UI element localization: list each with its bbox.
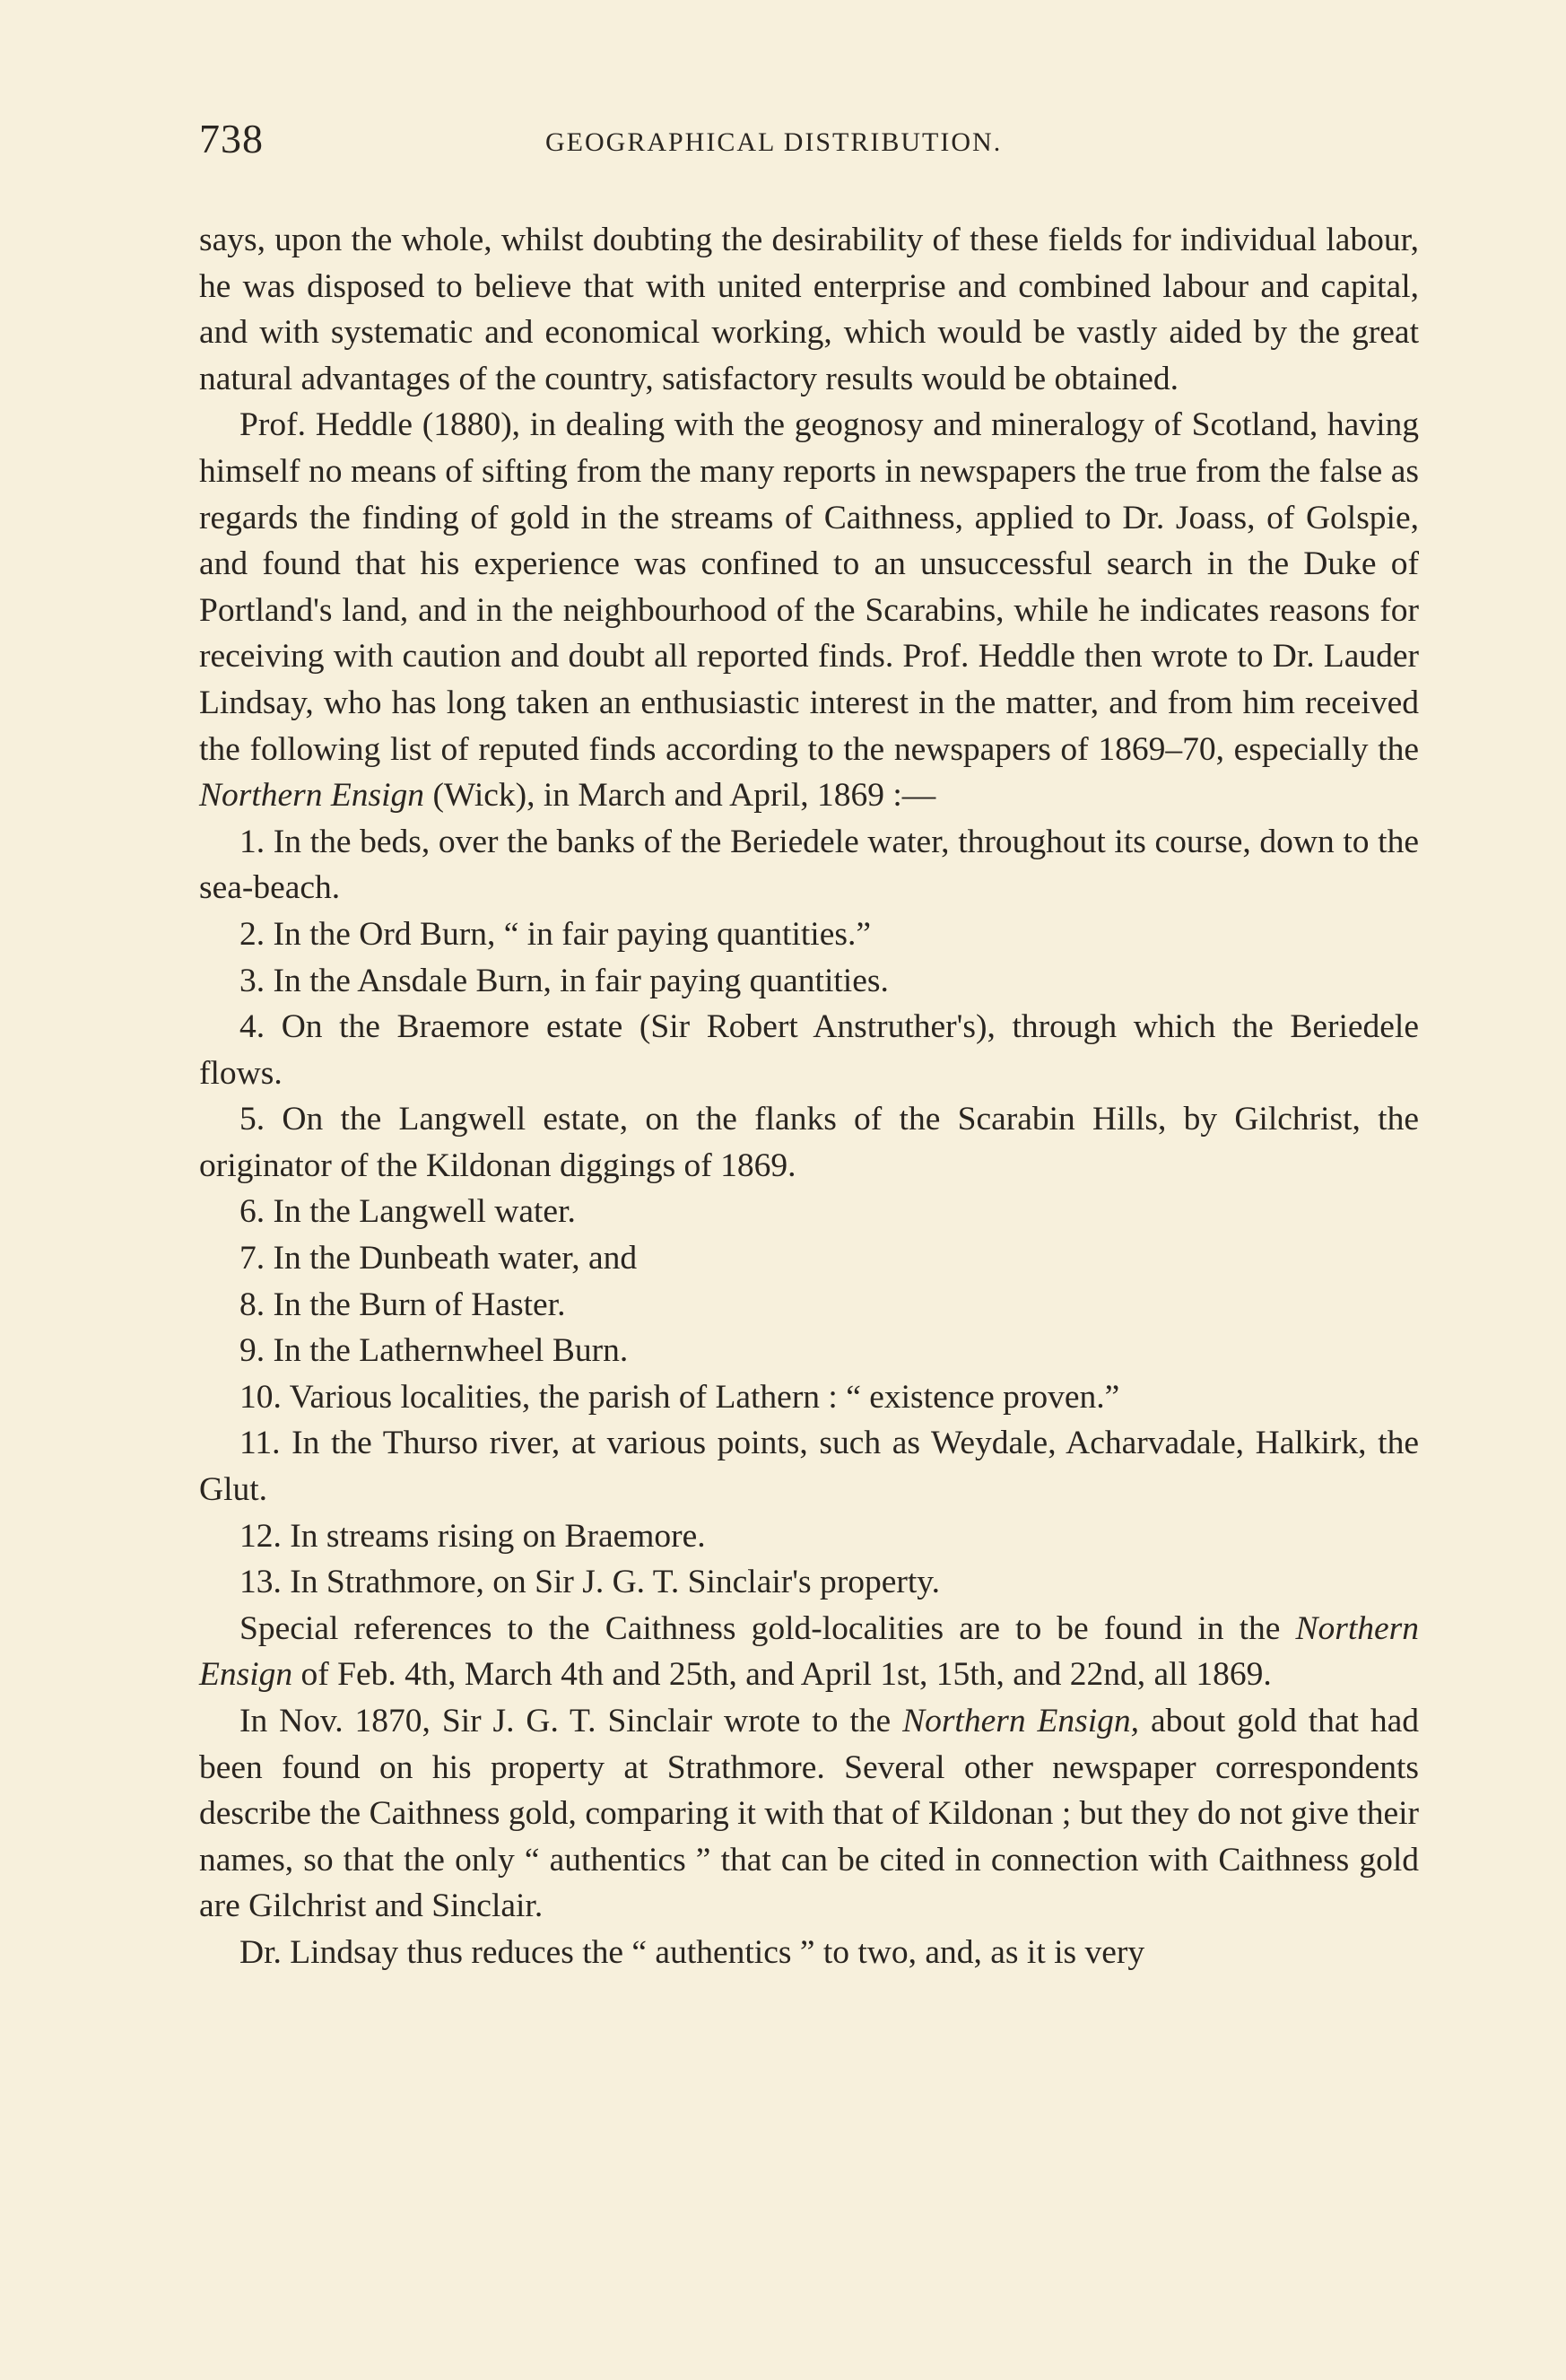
book-page: [199, 115, 1419, 1976]
list-item: 11. In the Thurso river, at various points, such as Weydale, Acharvadale, Halkirk, the Glut.: [199, 1425, 1419, 1509]
body-text: [199, 217, 1419, 1976]
list-item: 9. In the Lathernwheel Burn.: [239, 1332, 629, 1370]
list-item: 12. In streams rising on Braemore.: [239, 1517, 706, 1555]
list-item: 13. In Strathmore, on Sir J. G. T. Sinclair's property.: [239, 1564, 940, 1601]
paragraph-heddle-text: Prof. Heddle (1880), in dealing with the geognosy and mineralogy of Scotland, having himself no means of sifting from the many reports in newspapers the true from the false as regards the finding of gold in the streams of Caithness, applied to Dr. Joass, of Golspie, and found that his experience was confined to an unsuccessful search in the Duke of Portland's land, and in the neighbourhood of the Scarabins, while he indicates reasons for receiving with caution and doubt all reported finds. Prof. Heddle then wrote to Dr. Lauder Lindsay, who has long taken an enthusiastic interest in the matter, and from him received the following list of reputed finds according to the newspapers of 1869–70, especially the: [199, 406, 1419, 768]
special-references-text: Special references to the Caithness gold-localities are to be found in the: [239, 1609, 1281, 1647]
special-references-end: of Feb. 4th, March 4th and 25th, and April 1st, 15th, and 22nd, all 1869.: [300, 1656, 1272, 1694]
running-title: GEOGRAPHICAL DISTRIBUTION.: [545, 127, 1003, 157]
list-item: 4. On the Braemore estate (Sir Robert Anstruther's), through which the Beriedele flows.: [199, 1008, 1419, 1092]
paragraph-heddle: [199, 402, 1419, 818]
paragraph-heddle-end: (Wick), in March and April, 1869 :—: [432, 777, 936, 815]
list-item: 1. In the beds, over the banks of the Beriedele water, throughout its course, down to the sea-beach.: [199, 823, 1419, 907]
list-item: 3. In the Ansdale Burn, in fair paying quantities.: [239, 962, 889, 999]
running-head: [199, 115, 1419, 178]
special-references-italic: Northern Ensign: [199, 1609, 1419, 1694]
paragraph-heddle-italic: Northern Ensign: [199, 777, 425, 815]
paragraph-special-references: [199, 1606, 1419, 1698]
list-item: 10. Various localities, the parish of Lathern : “ existence proven.”: [239, 1378, 1120, 1416]
sinclair-text: In Nov. 1870, Sir J. G. T. Sinclair wrote to the: [239, 1703, 892, 1739]
page-number: 738: [199, 116, 264, 161]
list-item: 7. In the Dunbeath water, and: [239, 1240, 638, 1277]
list-item: 8. In the Burn of Haster.: [239, 1286, 566, 1323]
paragraph-sinclair: [199, 1698, 1419, 1930]
sinclair-italic: Northern Ensign,: [902, 1703, 1140, 1739]
paragraph-lindsay: Dr. Lindsay thus reduces the “ authentics ” to two, and, as it is very: [239, 1933, 1145, 1971]
list-item: 2. In the Ord Burn, “ in fair paying quantities.”: [239, 915, 871, 953]
paragraph-continued: says, upon the whole, whilst doubting the desirability of these fields for individual labour, he was disposed to believe that with united enterprise and combined labour and capital, and with systematic and economical working, which would be vastly aided by the great natural advantages of the country, satisfactory results would be obtained.: [199, 222, 1419, 397]
sinclair-end: about gold that had been found on his property at Strathmore. Several other newspaper correspondents describe the Caithness gold, comparing it with that of Kildonan ; but they do not give their names, so that the only “ authentics ” that can be cited in connection with Caithness gold are Gilchrist and Sinclair.: [199, 1703, 1420, 1925]
list-item: 5. On the Langwell estate, on the flanks of the Scarabin Hills, by Gilchrist, the originator of the Kildonan diggings of 1869.: [199, 1101, 1419, 1184]
list-item: 6. In the Langwell water.: [239, 1193, 576, 1231]
